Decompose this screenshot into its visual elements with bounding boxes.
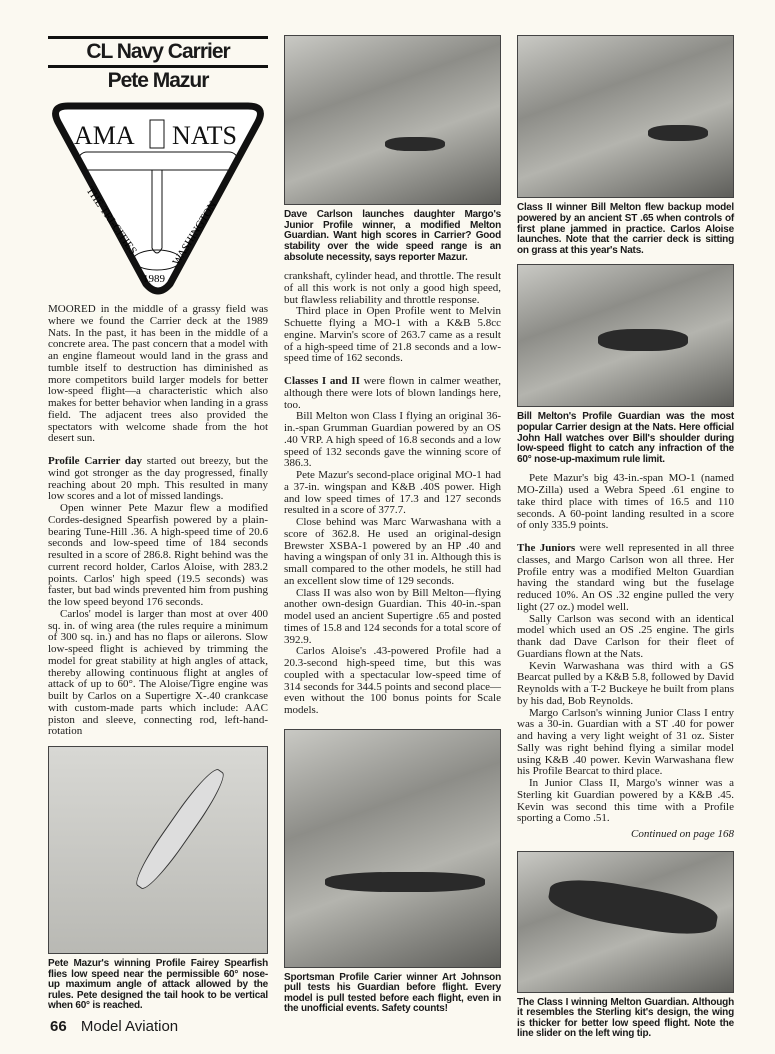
continued-note: Continued on page 168 (631, 828, 734, 841)
photo-class1-guardian (517, 851, 734, 993)
paragraph: Third place in Open Profile went to Melvin Schuette flying a MO-1 with a K&B 5.8cc engine. Marvin's score of 263.7 came as a result of a high-speed time of 21.8 seconds and a low-speed time of 162 seconds. (284, 305, 501, 365)
dropcap-lead: MOORED (48, 303, 96, 315)
column-2 (284, 35, 501, 1015)
article-column-1 (48, 304, 268, 738)
paragraph: crankshaft, cylinder head, and throttle. The result of all this work is not only a good high speed, but flawless reliability and throttle response. (284, 270, 501, 306)
paragraph: Bill Melton won Class I flying an original 36-in.-span Grumman Guardian powered by an OS .40 VRP. A high speed of 16.8 seconds and a low speed of 132 seconds gave the winning score of 386.3. (284, 410, 501, 470)
paragraph: Sally Carlson was second with an identical model which used an OS .25 engine. The girls thank dad Dave Carlson for their fleet of Guardians flown at the Nats. (517, 612, 734, 660)
paragraph: started out breezy, but the wind got stronger as the day progressed, finally reaching about 20 mph. This resulted in many low scores and a lot of missed landings. (48, 455, 268, 503)
column-1 (48, 36, 268, 1012)
author-name: Pete Mazur (107, 69, 209, 92)
svg-text:1989: 1989 (143, 273, 165, 285)
photo-class2-backup (517, 35, 734, 198)
paragraph: Carlos Aloise's .43-powered Profile had a 20.3-second high-speed time, but this was coupled with a spectacular low-speed time of 314 seconds for 344.5 points and second place—even without the 100 bonus points for Scale models. (284, 645, 501, 717)
article-title: CL Navy Carrier (86, 40, 230, 63)
paragraph: Pete Mazur's second-place original MO-1 had a 37-in. wingspan and K&B .40S power. High and low speed times of 17.3 and 127 seconds resulted in a score of 377.7. (284, 469, 501, 517)
paragraph: Class II was also won by Bill Melton—flying another own-design Guardian. This 40-in.-span model used an ancient Supertigre .65 and posted times of 15.8 and 124 seconds for a total score of 392.9. (284, 586, 501, 646)
paragraph: Carlos' model is larger than most at over 400 sq. in. of wing area (the rules require a minimum of 300 sq. in.) and has no flaps or ailerons. Slow low-speed flight is achieved by trimming the model for great stability at high angles of attack, thereby allowing continuous flight at angles of attack of up to 60°. The Aloise/Tigre engine was built by Carlos on a Supertigre X-.40 crankcase with custom-made parts which include: AAC piston and sleeve, connecting rod, left-hand-rotation (48, 607, 268, 738)
svg-text:WASHINGTON: WASHINGTON (170, 199, 220, 268)
paragraph: Pete Mazur's big 43-in.-span MO-1 (named MO-Zilla) used a Webra Speed .61 engine to take third place with times of 16.5 and 110 seconds. A 60-point landing resulted in a score of only 335.9 points. (517, 472, 734, 532)
svg-text:THE TRI-CITIES: THE TRI-CITIES (83, 184, 139, 257)
caption-guardian: Bill Melton's Profile Guardian was the most popular Carrier design at the Nats. Here official John Hall watches over Bill's shoulder during low-speed flight to catch any infraction of the 60° nose-up-maximum rule limit. (517, 411, 734, 465)
section-lead: The Juniors (517, 542, 576, 555)
paragraph: In Junior Class II, Margo's winner was a Sterling kit Guardian powered by a K&B .45. Kevin was second this time with a Profile sporting a Como .51. (517, 777, 734, 825)
svg-text:AMA: AMA (74, 121, 135, 150)
paragraph: Close behind was Marc Warwashana with a score of 362.8. He used an original-design Brewster XSBA-1 powered by an HP .40 and having a wingspan of only 31 in. Although this is small compared to the other models, he still had an excellent slow time of 129 seconds. (284, 516, 501, 587)
page-footer (50, 1018, 178, 1036)
column-3 (517, 35, 734, 1040)
ama-nats-logo (48, 98, 268, 296)
section-lead: Profile Carrier day (48, 455, 143, 467)
paragraph: were flown in calmer weather, although there were lots of blown landings here, too. (284, 375, 501, 411)
caption-class1: The Class I winning Melton Guardian. Although it resembles the Sterling kit's design, the wing is thicker for better low speed flight. Note the line slider on the left wing tip. (517, 996, 734, 1040)
photo-sportsman (284, 729, 501, 968)
paragraph: Open winner Pete Mazur flew a modified Cordes-designed Spearfish powered by a plain-bearing Tune-Hill .36. A high-speed time of 20.6 seconds and low-speed time of 184 seconds resulted in a score of 286.8. Right behind was the current record holder, Carlos Aloise, with 283.2 points. Carlos' high speed (19.5 seconds) was faster, but bad winds prevented him from pushing the low speed beyond 176 seconds. (48, 502, 268, 608)
paragraph: Kevin Warwashana was third with a GS Bearcat pulled by a K&B 5.8, followed by David Reynolds with a T-2 Buckeye he built from plans by his dad, Bob Reynolds. (517, 659, 734, 707)
paragraph: were well represented in all three classes, and Margo Carlson won all three. Her Profile entry was a modified Melton Guardian having the standard wing but the fuselage reduced 10%. An OS .32 engine pulled the very light (27 oz.) model well. (517, 542, 734, 613)
section-lead: Classes I and II (284, 375, 360, 388)
photo-profile-guardian (517, 264, 734, 407)
paragraph: Margo Carlson's winning Junior Class I entry was a 30-in. Guardian with a ST .40 for power and having a very light weight of 31 oz. Sister Sally was right behind flying a similar model using K&B .40 power. Kevin Warwashana flew his Profile Bearcat to third place. (517, 706, 734, 778)
caption-class2: Class II winner Bill Melton flew backup model powered by an ancient ST .65 when controls of first plane jammed in practice. Carlos Aloise launches. Note that the carrier deck is sitting on grass at this year's Nats. (517, 202, 734, 256)
magazine-name: Model Aviation (80, 1018, 179, 1035)
caption-sportsman: Sportsman Profile Carier winner Art Johnson pull tests his Guardian before flight. Every model is pull tested before each flight, even in the unofficial events. Safety counts! (284, 971, 501, 1015)
page-number: 66 (50, 1018, 67, 1035)
photo-launch (284, 35, 501, 205)
svg-text:NATS: NATS (172, 121, 238, 150)
article-column-2 (284, 271, 501, 717)
caption-launch: Dave Carlson launches daughter Margo's Junior Profile winner, a modified Melton Guardian. Want high scores in Carrier? Good stability over the wide speed range is an absolute necessity, says reporter Mazur. (284, 209, 501, 263)
photo-spearfish (48, 746, 268, 954)
article-column-3 (517, 473, 734, 841)
paragraph: in the middle of a grassy field was where we found the Carrier deck at the 1989 Nats. In the past, it has been in the middle of a concrete area. The past concern that a model with an engine flameout would land in the grass and tumble itself to destruction has diminished as more competitors build larger models for better low-speed flight—a characteristic which also makes for better behavior when landing in a grass field. The adjacent trees also provided the spectators with welcome shade from the hot desert sun. (48, 303, 268, 445)
caption-spearfish: Pete Mazur's winning Profile Fairey Spearfish flies low speed near the permissible 60° nose-up maximum angle of attack allowed by the rules. Pete designed the tail hook to be vertical when 60° is reached. (48, 958, 268, 1012)
